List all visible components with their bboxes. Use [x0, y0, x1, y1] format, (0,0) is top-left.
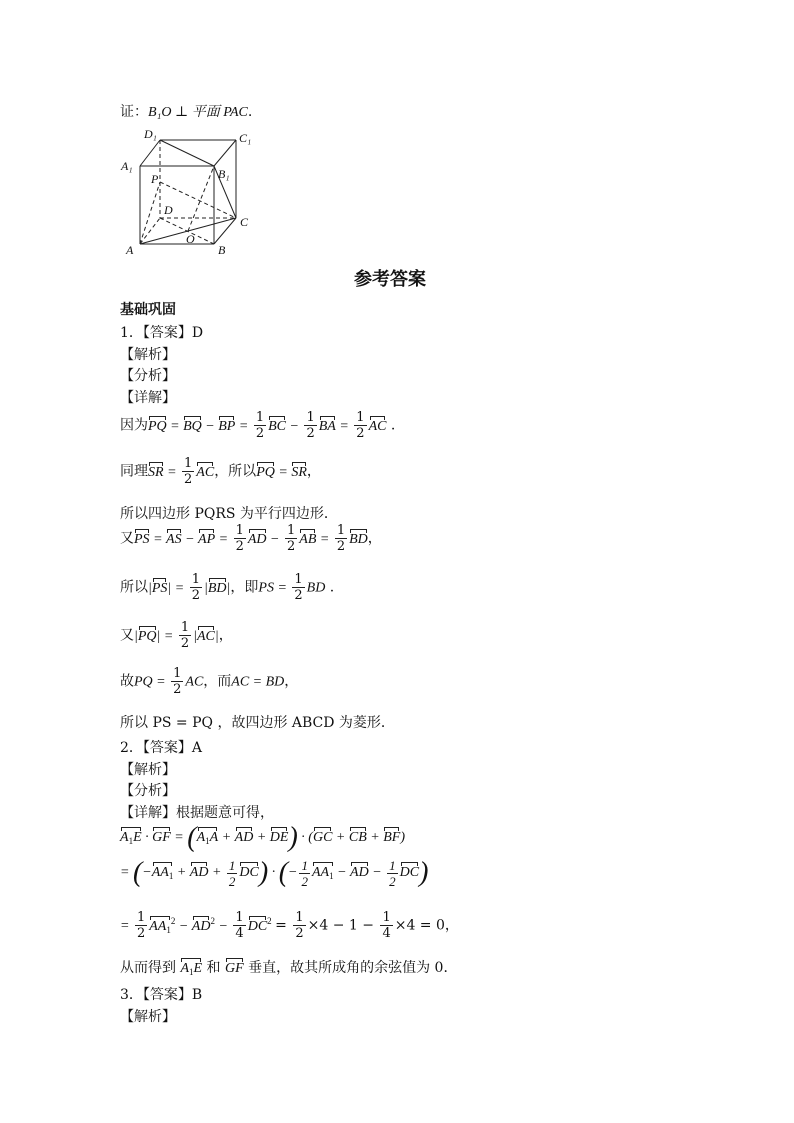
q2-result-tail: ×4 = 0: [394, 917, 445, 934]
q1-xiangjie: 【详解】: [120, 390, 176, 406]
q1-line-b-prefix: 同理: [120, 463, 148, 480]
label-o: O: [186, 232, 195, 246]
label-d: D: [164, 203, 173, 217]
q2-answer: 2．【答案】A: [120, 740, 203, 756]
q2-conclusion-post: 垂直，故其所成角的余弦值为 0．: [248, 960, 458, 976]
q2-formula-1: $A_1E$ · GF = ($A_1A$ + AD + DE) · (GC + CB + BF): [120, 822, 405, 853]
q2-conclusion: 从而得到 $A_1E$ 和 GF 垂直，故其所成角的余弦值为 0．: [120, 960, 458, 977]
q1-formula-3: 又PS = AS − AP = $\frac{1}{2}$ AD − $\frac{1}{2}$ AB = $\frac{1}{2}$ BD，: [120, 523, 382, 554]
q1-formula-6: 故PQ = $\frac{1}{2}$ AC，而AC = BD，: [120, 666, 299, 697]
q2-fenxi: 【分析】: [120, 783, 176, 799]
q1-formula-2: 同理SR = $\frac{1}{2}$ AC，所以PQ = SR，: [120, 456, 321, 487]
q1-line-d-prefix: 又: [120, 530, 134, 547]
label-b1: B₁: [218, 167, 230, 181]
label-p: P: [151, 172, 159, 186]
q2-result-prefix: =: [275, 917, 292, 934]
q1-line-e-prefix: 所以: [120, 579, 148, 596]
q1-line-a-prefix: 因为: [120, 417, 148, 434]
q1-line-e-mid: ，即: [230, 579, 259, 596]
proof-tail-line: [120, 101, 252, 121]
label-a1: A₁: [121, 159, 133, 173]
q3-answer: 3．【答案】B: [120, 987, 203, 1003]
q3-jiexi: 【解析】: [120, 1009, 176, 1025]
proof-statement: B₁O ⊥ 平面 PAC: [148, 105, 248, 120]
q1-line-g-mid: ，而: [203, 673, 232, 690]
section-heading: 基础巩固: [120, 302, 176, 318]
q2-formula-3: = $\frac{1}{2}$ $AA_1^2 - AD^2$ − $\frac{1}{4}$ $DC^2$ = $\frac{1}{2}$ ×4 − 1 − $\frac{1}{4}$ ×4 = 0，: [120, 910, 459, 941]
q2-result-value: ×4 − 1 −: [307, 917, 379, 934]
q2-formula-2: = ($-AA_1$ + AD + $\frac{1}{2}$ DC) · (− $\frac{1}{2}$ $AA_1$ − AD − $\frac{1}{2}$ DC): [120, 857, 429, 889]
q2-jiexi: 【解析】: [120, 762, 176, 778]
label-d1: D₁: [144, 127, 157, 141]
q1-line-c: 所以四边形 PQRS 为平行四边形．: [120, 506, 338, 522]
q1-line-g-prefix: 故: [120, 673, 134, 690]
q1-fenxi: 【分析】: [120, 368, 176, 384]
q1-jiexi: 【解析】: [120, 347, 176, 363]
label-c1: C₁: [239, 131, 252, 145]
q1-line-h: 所以 PS = PQ ，故四边形 ABCD 为菱形．: [120, 715, 395, 731]
answers-title: 参考答案: [354, 269, 426, 290]
proof-end: .: [247, 104, 253, 120]
q1-formula-5: 又|PQ| = $\frac{1}{2}$ |AC|，: [120, 620, 233, 651]
label-c: C: [240, 215, 249, 229]
label-b: B: [218, 243, 226, 257]
q2-conclusion-prefix: 从而得到: [120, 960, 176, 976]
cube-figure: [118, 124, 268, 260]
proof-prefix: 证：: [120, 104, 148, 120]
q1-answer: 1．【答案】D: [120, 325, 204, 341]
q2-xiangjie: 【详解】根据题意可得，: [120, 805, 274, 821]
q1-formula-4: 所以|PS| = $\frac{1}{2}$ |BD|，即PS = $\frac{1}{2}$ BD .: [120, 572, 335, 603]
q1-formula-1: 因为PQ = BQ − BP = $\frac{1}{2}$ BC − $\frac{1}{2}$ BA = $\frac{1}{2}$ AC .: [120, 410, 396, 441]
label-a: A: [126, 243, 134, 257]
q1-line-b-mid: ，所以: [214, 463, 257, 480]
q1-line-f-prefix: 又: [120, 627, 134, 644]
q2-conclusion-mid: 和: [206, 960, 221, 976]
